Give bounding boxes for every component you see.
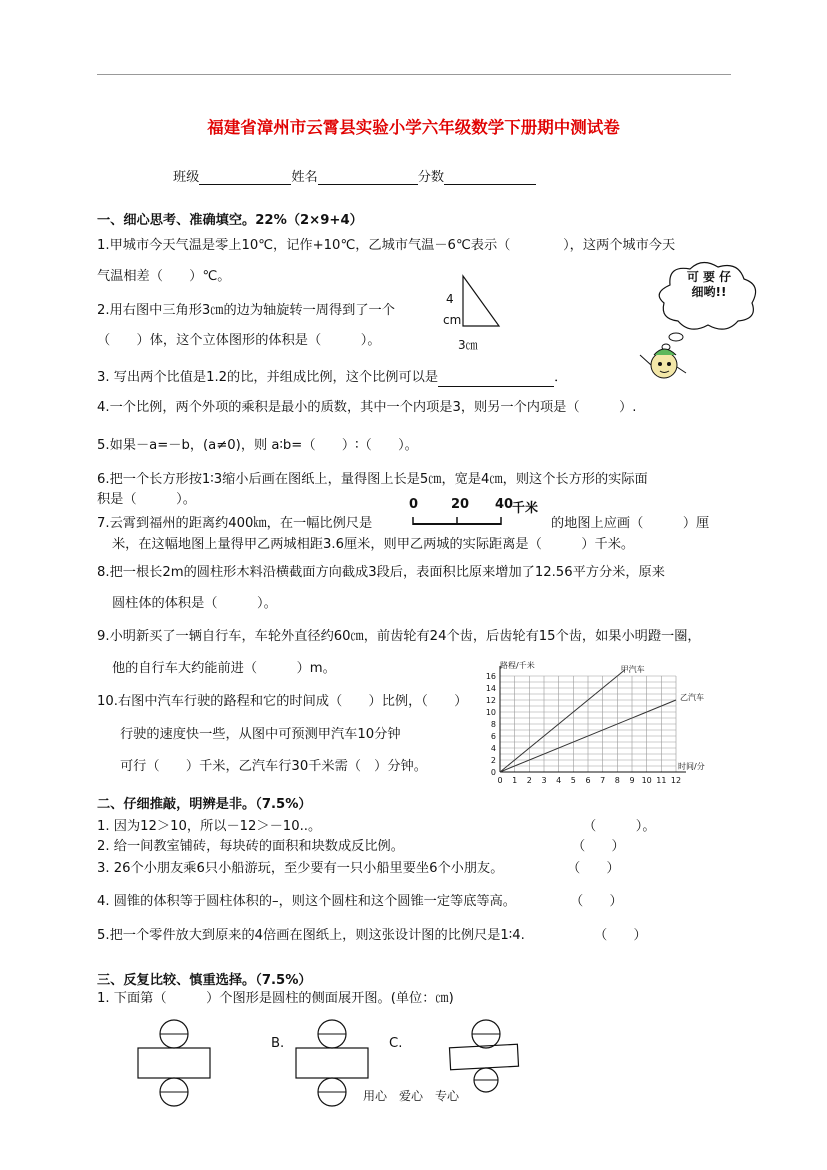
judge-paren-5[interactable]: （ ） bbox=[594, 928, 647, 943]
series-label-1: 甲汽车 bbox=[620, 665, 645, 674]
triangle-label-4: 4 bbox=[446, 292, 454, 306]
x-tick-label: 9 bbox=[629, 776, 635, 785]
y-tick-label: 14 bbox=[485, 684, 496, 693]
page-title: 福建省漳州市云霄县实验小学六年级数学下册期中测试卷 bbox=[207, 118, 620, 137]
q10-line2: 行驶的速度快一些，从图中可预测甲汽车10分钟 bbox=[120, 727, 401, 742]
y-tick-label: 10 bbox=[485, 708, 496, 717]
student-info bbox=[173, 166, 536, 185]
bubble-text bbox=[680, 270, 738, 300]
series-line-1 bbox=[500, 670, 625, 772]
scale-label-40: 40 bbox=[495, 497, 514, 512]
x-tick-label: 2 bbox=[526, 776, 532, 785]
bubble-line2: 细哟!! bbox=[691, 285, 727, 299]
q6-line1: 6.把一个长方形按1∶3缩小后画在图纸上，量得图上长是5㎝，宽是4㎝，则这个长方形的实际面 bbox=[97, 472, 648, 487]
x-tick-label: 0 bbox=[497, 776, 503, 785]
judge-paren-1[interactable]: （ ）。 bbox=[583, 819, 656, 834]
top-rule bbox=[97, 74, 731, 75]
q3-blank bbox=[438, 372, 554, 387]
y-tick-label: 16 bbox=[485, 672, 496, 681]
q4: 4.一个比例，两个外项的乘积是最小的质数，其中一个内项是3，则另一个内项是（ ）. bbox=[97, 400, 637, 415]
judge-item-5: 5.把一个零件放大到原来的4倍画在图纸上，则这张设计图的比例尺是1∶4. bbox=[97, 928, 525, 943]
q5: 5.如果－a=－b，(a≠0)，则 a∶b=（ ）∶（ ）。 bbox=[97, 438, 418, 453]
section1-heading: 一、细心思考、准确填空。22%（2×9+4） bbox=[97, 213, 363, 228]
q6-line2: 积是（ ）。 bbox=[97, 492, 196, 507]
y-tick-label: 6 bbox=[490, 732, 496, 741]
q10-line1: 10.右图中汽车行驶的路程和它的时间成（ ）比例，（ ） bbox=[97, 694, 468, 709]
scale-label-0: 0 bbox=[409, 497, 419, 512]
x-tick-label: 3 bbox=[541, 776, 547, 785]
scale-label-20: 20 bbox=[451, 497, 470, 512]
triangle-label-cm: cm bbox=[443, 313, 462, 327]
q3-text: 3. 写出两个比值是1.2的比，并组成比例，这个比例可以是 bbox=[97, 370, 439, 385]
name-label: 姓名 bbox=[291, 170, 318, 185]
q7-line1-right: 的地图上应画（ ）厘 bbox=[551, 516, 710, 531]
q2-line2: （ ）体，这个立体图形的体积是（ ）。 bbox=[97, 333, 381, 348]
triangle-figure bbox=[455, 272, 505, 330]
name-blank bbox=[318, 170, 418, 185]
q7-line2: 米，在这幅地图上量得甲乙两城相距3.6厘米，则甲乙两城的实际距离是（ ）千米。 bbox=[112, 537, 635, 552]
q7-line1-left: 7.云霄到福州的距离约400㎞，在一幅比例尺是 bbox=[97, 516, 373, 531]
q3 bbox=[97, 369, 567, 387]
triangle-label-3cm: 3㎝ bbox=[458, 338, 478, 352]
bubble-line1: 可 要 仔 bbox=[686, 270, 732, 284]
choice-q1: 1. 下面第（ ）个图形是圆柱的侧面展开图。(单位：㎝) bbox=[97, 991, 454, 1006]
y-axis-label: 路程/千米 bbox=[500, 661, 535, 670]
x-tick-label: 11 bbox=[656, 776, 667, 785]
option-c-label: C. bbox=[389, 1036, 403, 1051]
score-label: 分数 bbox=[417, 170, 445, 185]
judge-item-1: 1. 因为12＞10，所以－12＞－10..。 bbox=[97, 819, 322, 834]
q10-line3: 可行（ ）千米，乙汽车行30千米需（ ）分钟。 bbox=[120, 759, 427, 774]
q9-line1: 9.小明新买了一辆自行车，车轮外直径约60㎝，前齿轮有24个齿，后齿轮有15个齿，如果小明蹬一圈， bbox=[97, 629, 701, 644]
x-tick-label: 8 bbox=[614, 776, 620, 785]
figure-a-cylinder-net bbox=[130, 1018, 220, 1138]
x-tick-label: 7 bbox=[600, 776, 606, 785]
scale-unit: 千米 bbox=[512, 501, 539, 516]
x-tick-label: 1 bbox=[512, 776, 518, 785]
x-tick-label: 6 bbox=[585, 776, 591, 785]
judge-paren-4[interactable]: （ ） bbox=[570, 894, 623, 909]
q8-line2: 圆柱体的体积是（ ）。 bbox=[112, 596, 277, 611]
figure-c-cylinder-net bbox=[446, 1018, 526, 1098]
scale-line bbox=[409, 515, 509, 527]
x-axis-label: 时间/分 bbox=[678, 762, 705, 771]
series-label-2: 乙汽车 bbox=[680, 693, 704, 702]
x-tick-label: 4 bbox=[556, 776, 562, 785]
q1-line1: 1.甲城市今天气温是零上10℃，记作+10℃，乙城市气温－6℃表示（ ），这两个城市今天 bbox=[97, 238, 676, 253]
section2-heading: 二、仔细推敲，明辨是非。（7.5%） bbox=[97, 797, 312, 812]
score-blank bbox=[444, 170, 536, 185]
x-tick-label: 10 bbox=[641, 776, 652, 785]
y-tick-label: 2 bbox=[490, 756, 496, 765]
y-tick-label: 8 bbox=[490, 720, 496, 729]
y-tick-label: 0 bbox=[490, 768, 496, 777]
judge-item-4: 4. 圆锥的体积等于圆柱体积的–，则这个圆柱和这个圆锥一定等底等高。 bbox=[97, 894, 516, 909]
q3-end: ． bbox=[554, 370, 568, 385]
judge-item-3: 3. 26个小朋友乘6只小船游玩，至少要有一只小船里要坐6个小朋友。 bbox=[97, 861, 504, 876]
q2-line1: 2.用右图中三角形3㎝的边为轴旋转一周得到了一个 bbox=[97, 303, 395, 318]
footer-motto: 用心 爱心 专心 bbox=[363, 1089, 460, 1103]
section3-heading: 三、反复比较、慎重选择。（7.5%） bbox=[97, 973, 312, 988]
x-tick-label: 5 bbox=[570, 776, 576, 785]
judge-item-2: 2. 给一间教室铺砖，每块砖的面积和块数成反比例。 bbox=[97, 839, 404, 854]
figure-b-cylinder-net bbox=[288, 1018, 378, 1138]
q9-line2: 他的自行车大约能前进（ ）m。 bbox=[112, 661, 336, 676]
x-tick-label: 12 bbox=[670, 776, 682, 785]
judge-paren-2[interactable]: （ ） bbox=[572, 839, 625, 854]
y-tick-label: 4 bbox=[490, 744, 496, 753]
option-b-label: B. bbox=[271, 1036, 285, 1051]
judge-paren-3[interactable]: （ ） bbox=[567, 861, 620, 876]
class-blank bbox=[199, 170, 291, 185]
distance-time-chart bbox=[478, 660, 718, 788]
class-label: 班级 bbox=[173, 170, 200, 185]
q8-line1: 8.把一根长2m的圆柱形木料沿横截面方向截成3段后，表面积比原来增加了12.56平方分米，原来 bbox=[97, 565, 665, 580]
y-tick-label: 12 bbox=[485, 696, 496, 705]
q1-line2: 气温相差（ ）℃。 bbox=[97, 269, 231, 284]
